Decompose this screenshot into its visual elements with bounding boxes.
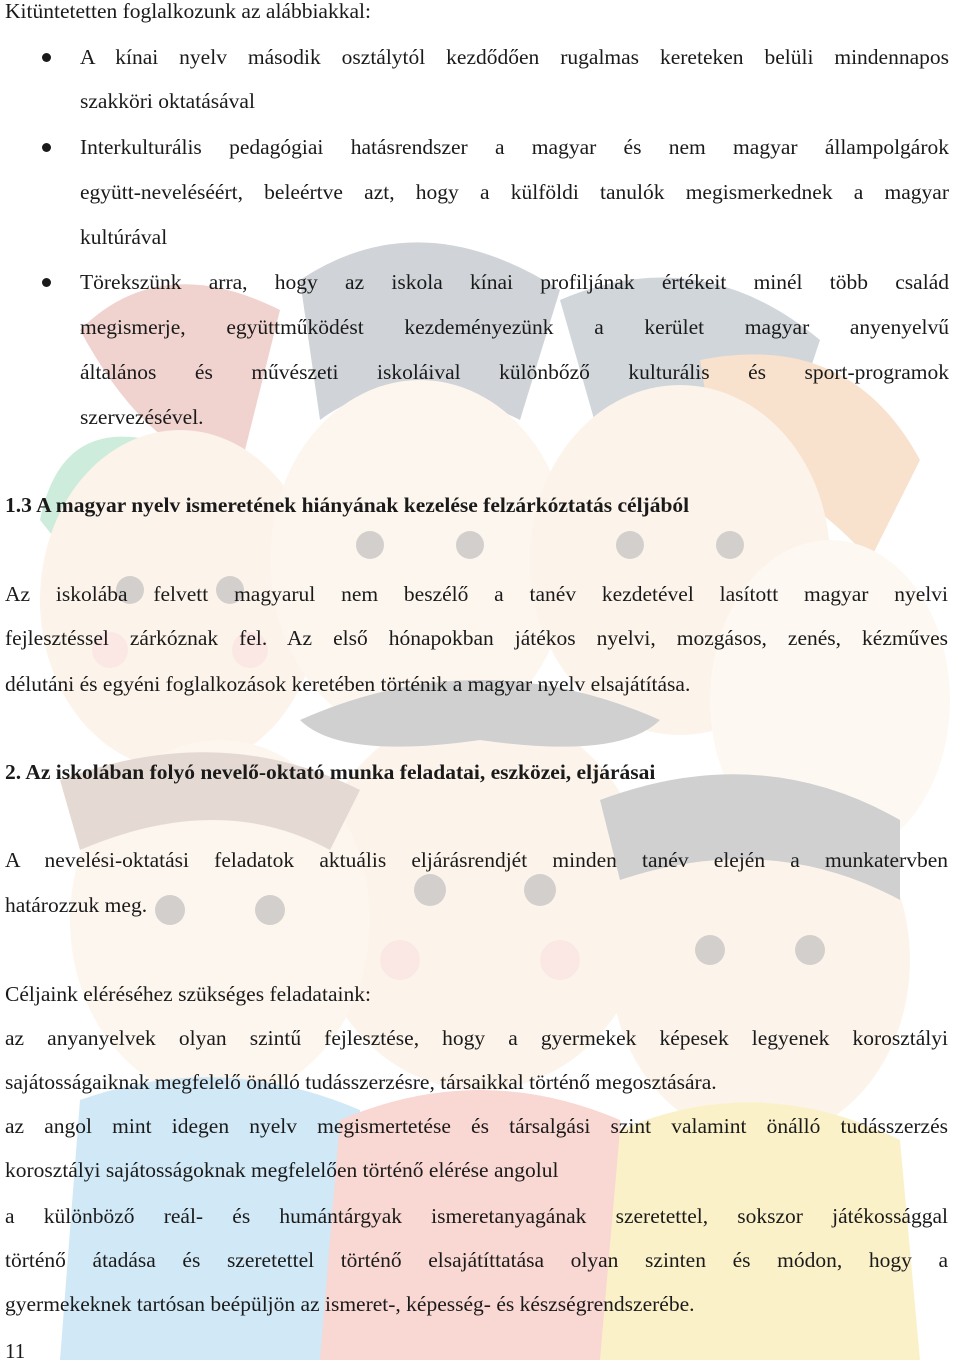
paragraph-line: Az iskolába felvett magyarul nem beszélő a tanév kezdetével lasított magyar nyelvi [5,582,948,606]
bullet-icon [42,278,51,287]
paragraph-line: határozzuk meg. [5,893,148,917]
page-number: 11 [5,1339,26,1360]
goal-line: az anyanyelvek olyan szintű fejlesztése, hogy a gyermekek képesek legyenek korosztályi [5,1026,948,1050]
goal-line: gyermekeknek tartósan beépüljön az ismeret-, képesség- és készségrendszerébe. [5,1292,695,1316]
section-heading: 1.3 A magyar nyelv ismeretének hiányának kezelése felzárkóztatás céljából [5,493,690,517]
section-heading: 2. Az iskolában folyó nevelő-oktató munka feladatai, eszközei, eljárásai [5,760,656,784]
list-item-line: A kínai nyelv második osztálytól kezdődően rugalmas kereteken belüli mindennapos [80,45,949,69]
list-item-line: általános és művészeti iskoláival különbőző kulturális és sport-programok [80,360,949,384]
bullet-icon [42,143,51,152]
list-item-line: szakköri oktatásával [80,89,255,113]
paragraph-line: A nevelési-oktatási feladatok aktuális eljárásrendjét minden tanév elején a munkatervben [5,848,948,872]
list-item-line: együtt-neveléséért, beleértve azt, hogy a külföldi tanulók megismerkednek a magyar [80,180,949,204]
goals-intro: Céljaink eléréséhez szükséges feladataink: [5,982,371,1006]
paragraph-line: fejlesztéssel zárkóznak fel. Az első hónapokban játékos nyelvi, mozgásos, zenés, kézműves [5,626,948,650]
intro-text: Kitüntetetten foglalkozunk az alábbiakkal: [5,0,371,23]
list-item-line: kultúrával [80,225,168,249]
goal-line: a különböző reál- és humántárgyak ismeretanyagának szeretettel, sokszor játékossággal [5,1204,948,1228]
list-item-line: Interkulturális pedagógiai hatásrendszer a magyar és nem magyar állampolgárok [80,135,949,159]
paragraph-line: délutáni és egyéni foglalkozások keretében történik a magyar nyelv elsajátítása. [5,672,691,696]
list-item-line: megismerje, együttműködést kezdeményezünk a kerület magyar anyenyelvű [80,315,949,339]
goal-line: történő átadása és szeretettel történő elsajátíttatása olyan szinten és módon, hogy a [5,1248,948,1272]
list-item-line: szervezésével. [80,405,204,429]
goal-line: korosztályi sajátosságoknak megfelelően történő elérése angolul [5,1158,559,1182]
goal-line: az angol mint idegen nyelv megismertetése és társalgási szint valamint önálló tudásszerzés [5,1114,948,1138]
list-item-line: Törekszünk arra, hogy az iskola kínai profiljának értékeit minél több család [80,270,949,294]
bullet-icon [42,53,51,62]
goal-line: sajátosságaiknak megfelelő önálló tudásszerzésre, társaikkal történő megosztására. [5,1070,717,1094]
